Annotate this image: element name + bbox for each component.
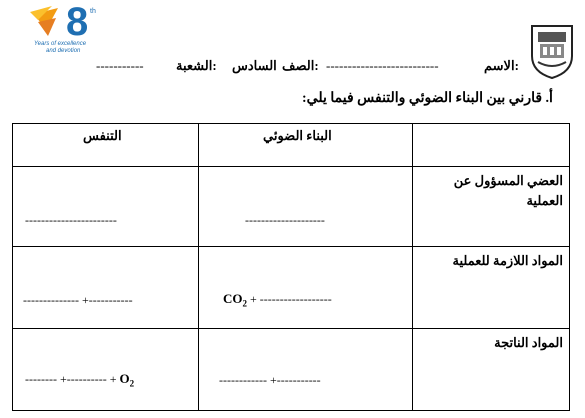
- cell-photosynthesis-reactants[interactable]: [199, 247, 413, 329]
- cell-respiration-reactants[interactable]: [13, 247, 199, 329]
- section-label: الشعبة:: [176, 58, 217, 73]
- row-label-cell: [413, 167, 570, 247]
- row-label-cell: [413, 247, 570, 329]
- header-empty: [413, 124, 570, 167]
- cell-photosynthesis-organelle[interactable]: [199, 167, 413, 247]
- school-crest-logo: [528, 22, 576, 80]
- photosynthesis-reactants-blank[interactable]: + ------------------: [247, 292, 332, 306]
- co2-formula: CO: [223, 291, 243, 306]
- grade-value: السادس: [232, 58, 277, 73]
- blank-respiration-reactants[interactable]: -------------- +-----------: [23, 293, 133, 307]
- row-label-products: المواد الناتجة: [494, 335, 563, 350]
- co2-subscript: 2: [242, 298, 247, 309]
- cell-respiration-organelle[interactable]: [13, 167, 199, 247]
- comparison-table: [12, 123, 570, 411]
- blank-photosynthesis-organelle[interactable]: --------------------: [245, 213, 325, 227]
- respiration-products-blank[interactable]: -------- +---------- +: [25, 372, 120, 386]
- row-label-cell: [413, 329, 570, 411]
- o2-formula: O: [119, 371, 130, 386]
- logo-number: 8: [66, 0, 89, 44]
- o2-subscript: 2: [129, 378, 135, 389]
- crest-icon: [528, 22, 576, 80]
- name-label: الاسم:: [484, 58, 519, 73]
- school-anniversary-logo: [28, 0, 120, 56]
- section-blank[interactable]: -----------: [96, 58, 144, 73]
- header-photosynthesis-text: البناء الضوئي: [263, 128, 332, 143]
- table-row: [13, 329, 570, 411]
- logo-tagline-1: Years of excellence: [34, 41, 87, 47]
- logo-suffix: th: [90, 8, 96, 15]
- grade-label: الصف:: [282, 58, 319, 73]
- table-row: [13, 247, 570, 329]
- logo-tagline-2: and devotion: [46, 48, 81, 54]
- cell-photosynthesis-products[interactable]: [199, 329, 413, 411]
- blank-photosynthesis-products[interactable]: ------------ +-----------: [219, 373, 321, 387]
- cell-respiration-products[interactable]: [13, 329, 199, 411]
- table-row: [13, 167, 570, 247]
- row-label-reactants: المواد اللازمة للعملية: [452, 253, 563, 268]
- blank-respiration-organelle[interactable]: -----------------------: [25, 213, 117, 227]
- photosynthesis-reactants-text[interactable]: [223, 291, 332, 309]
- header-photosynthesis: [199, 124, 413, 167]
- header-respiration: [13, 124, 199, 167]
- header-respiration-text: التنفس: [83, 128, 122, 143]
- question-title: أ. قارني بين البناء الضوئي والتنفس فيما يلي:: [302, 91, 553, 106]
- respiration-products-text[interactable]: [25, 371, 134, 389]
- name-blank[interactable]: --------------------------: [326, 58, 439, 73]
- table-header-row: [13, 124, 570, 167]
- row-label-organelle: العضي المسؤول عن العملية: [453, 173, 563, 208]
